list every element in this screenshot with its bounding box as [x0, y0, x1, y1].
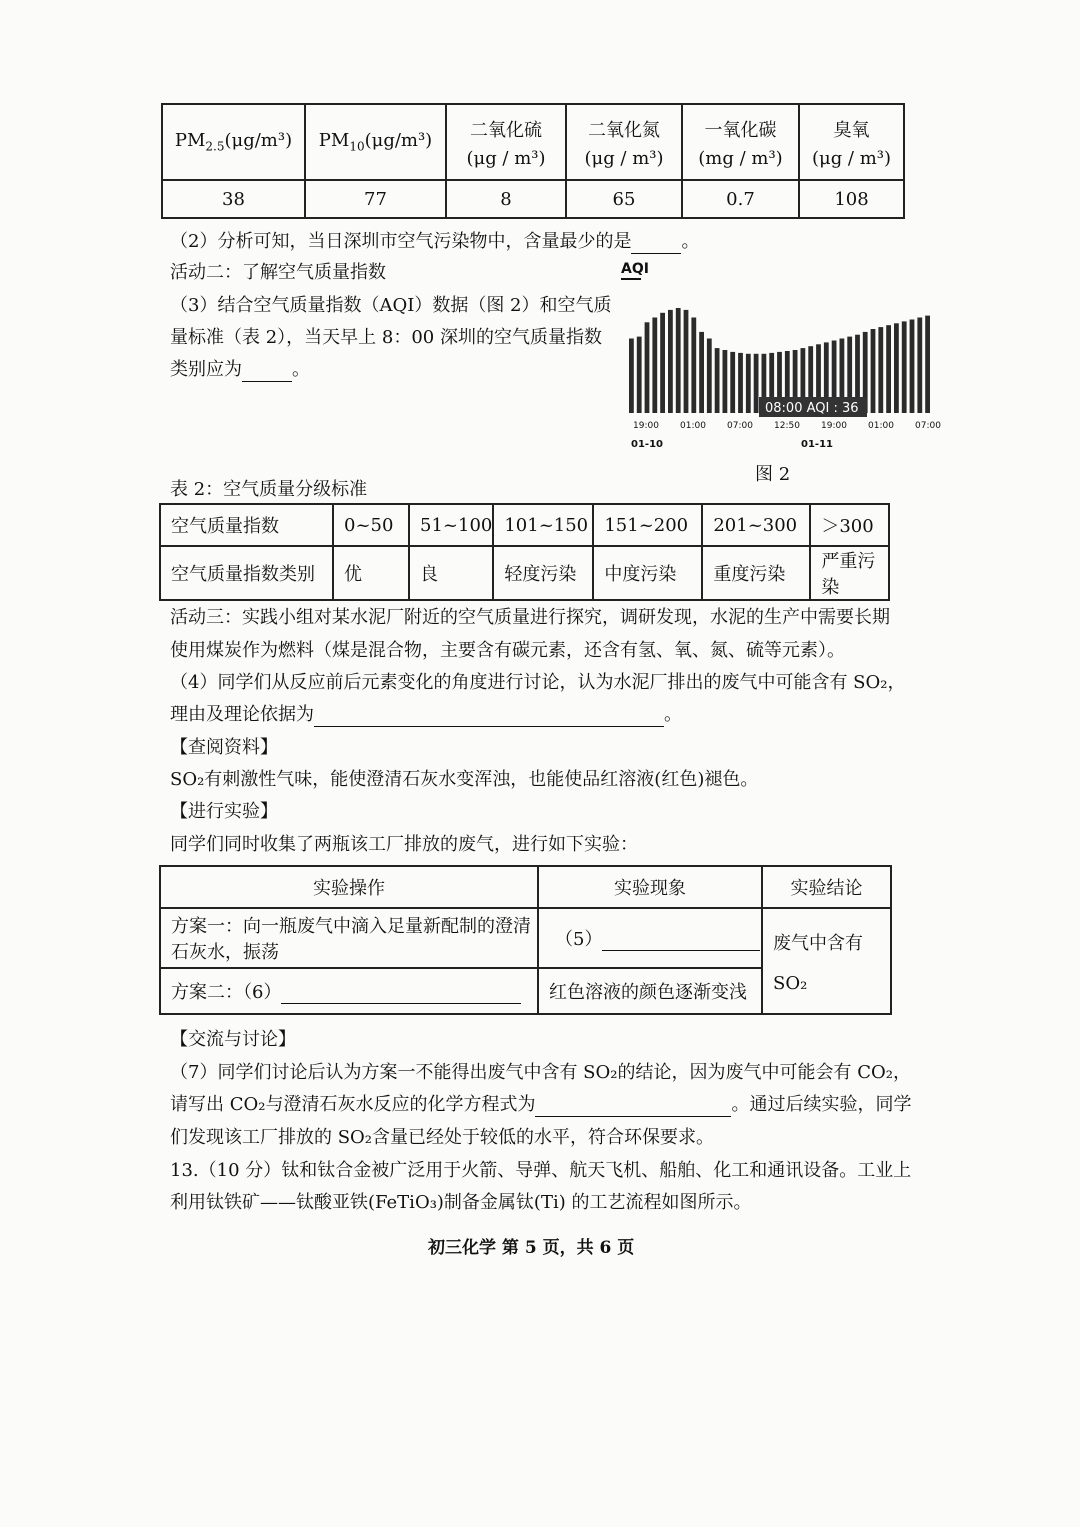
aqi-bar: [894, 323, 899, 413]
table-2-caption: 表 2：空气质量分级标准: [170, 479, 368, 500]
question-4-line: 理由及理论依据为 。: [170, 704, 682, 725]
question-3-line: 量标准（表 2），当天早上 8：00 深圳的空气质量指数: [170, 327, 602, 348]
table-header: 实验操作: [160, 866, 538, 908]
figure-caption: 图 2: [755, 464, 791, 485]
table-cell: 空气质量指数: [160, 504, 333, 546]
reference-text: SO₂有刺激性气味，能使澄清石灰水变浑浊，也能使品红溶液(红色)褪色。: [170, 769, 759, 790]
aqi-bar: [699, 332, 704, 413]
so2-header: 二氧化硫 (μg / m³): [446, 104, 566, 180]
no2-header: 二氧化氮 (μg / m³): [566, 104, 682, 180]
aqi-bar: [629, 339, 634, 414]
experiment-intro: 同学们同时收集了两瓶该工厂排放的废气，进行如下实验：: [170, 834, 638, 855]
experiment-table: [159, 865, 892, 1015]
plan-1-cell: 方案一：向一瓶废气中滴入足量新配制的澄清 石灰水，振荡: [160, 908, 538, 968]
discussion-heading: 【交流与讨论】: [170, 1029, 296, 1050]
experiment-heading: 【进行实验】: [170, 801, 278, 822]
conclusion-cell: 废气中含有 SO₂: [762, 908, 891, 1014]
aqi-bar: [715, 348, 720, 413]
table-cell: 8: [446, 180, 566, 218]
pm25-header: $PM_{2.5}(\mu g/m^3)$: [162, 104, 305, 180]
aqi-bar-chart: [615, 255, 945, 455]
y-axis-label: AQI: [621, 261, 649, 277]
aqi-bar: [637, 337, 642, 413]
aqi-bar: [754, 354, 759, 413]
table-cell: 优: [333, 546, 409, 600]
table-cell: 中度污染: [593, 546, 702, 600]
aqi-bar: [730, 352, 735, 413]
table-cell: 重度污染: [702, 546, 810, 600]
table-cell: 51~100: [409, 504, 493, 546]
x-tick-label: 01:00: [680, 421, 706, 431]
phenomenon-1-cell: （5）: [538, 908, 762, 968]
table-cell: 38: [162, 180, 305, 218]
question-13-line: 13.（10 分）钛和钛合金被广泛用于火箭、导弹、航天飞机、船舶、化工和通讯设备。工业上: [170, 1160, 912, 1181]
answer-blank[interactable]: [631, 235, 681, 254]
table-cell: 0.7: [682, 180, 799, 218]
table-cell: 0~50: [333, 504, 409, 546]
table-header: 实验现象: [538, 866, 762, 908]
table-cell: 严重污染: [810, 546, 889, 600]
answer-blank[interactable]: [602, 932, 760, 951]
answer-blank[interactable]: [242, 363, 292, 382]
question-7-line: （7）同学们讨论后认为方案一不能得出废气中含有 SO₂的结论，因为废气中可能会有 CO₂，: [170, 1062, 911, 1083]
table-cell: 101~150: [493, 504, 593, 546]
pollutant-table: [161, 103, 905, 219]
activity-3-line: 使用煤炭作为燃料（煤是混合物，主要含有碳元素，还含有氢、氧、氮、硫等元素）。: [170, 640, 845, 661]
question-4-line: （4）同学们从反应前后元素变化的角度进行讨论，认为水泥厂排出的废气中可能含有 SO₂，: [170, 672, 906, 693]
reference-heading: 【查阅资料】: [170, 737, 278, 758]
x-tick-label: 19:00: [633, 421, 659, 431]
aqi-bar: [691, 318, 696, 414]
aqi-bar: [652, 318, 657, 414]
question-7-line: 请写出 CO₂与澄清石灰水反应的化学方程式为 。通过后续实验，同学: [170, 1094, 912, 1115]
answer-blank[interactable]: [314, 708, 664, 727]
table-header: 实验结论: [762, 866, 891, 908]
answer-blank[interactable]: [281, 985, 521, 1004]
question-13-line: 利用钛铁矿——钛酸亚铁(FeTiO₃)制备金属钛(Ti) 的工艺流程如图所示。: [170, 1192, 752, 1213]
aqi-bar: [676, 308, 681, 413]
table-cell: 轻度污染: [493, 546, 593, 600]
table-cell: 良: [409, 546, 493, 600]
x-tick-label: 07:00: [727, 421, 753, 431]
x-tick-label: 19:00: [821, 421, 847, 431]
o3-header: 臭氧 (μg / m³): [799, 104, 904, 180]
answer-blank[interactable]: [535, 1098, 731, 1117]
phenomenon-2-cell: 红色溶液的颜色逐渐变浅: [538, 968, 762, 1014]
question-7-line: 们发现该工厂排放的 SO₂含量已经处于较低的水平，符合环保要求。: [170, 1127, 715, 1148]
table-cell: 空气质量指数类别: [160, 546, 333, 600]
aqi-bar: [886, 325, 891, 413]
aqi-bar: [902, 321, 907, 413]
aqi-bar: [878, 327, 883, 413]
table-cell: 77: [305, 180, 446, 218]
aqi-bar: [668, 310, 673, 413]
x-tick-label: 01:00: [868, 421, 894, 431]
activity-3-line: 活动三：实践小组对某水泥厂附近的空气质量进行探究，调研发现，水泥的生产中需要长期: [170, 607, 890, 628]
question-3-line: （3）结合空气质量指数（AQI）数据（图 2）和空气质: [170, 295, 612, 316]
table-cell: ＞300: [810, 504, 889, 546]
activity-2-heading: 活动二：了解空气质量指数: [170, 262, 386, 283]
aqi-bar: [917, 318, 922, 414]
aqi-bar: [925, 316, 930, 413]
date-label: 01-11: [801, 439, 833, 450]
plan-2-cell: 方案二：（6）: [160, 968, 538, 1014]
table-cell: 108: [799, 180, 904, 218]
table-cell: 151~200: [593, 504, 702, 546]
x-tick-label: 07:00: [915, 421, 941, 431]
aqi-bar: [746, 354, 751, 413]
question-2: （2）分析可知，当日深圳市空气污染物中，含量最少的是 。: [170, 231, 700, 252]
aqi-bar: [707, 339, 712, 414]
table-cell: 65: [566, 180, 682, 218]
aqi-bar: [910, 320, 915, 414]
page-footer: 初三化学 第 5 页，共 6 页: [428, 1238, 635, 1258]
aqi-bar: [684, 310, 689, 413]
aqi-bar: [723, 350, 728, 413]
question-3-line: 类别应为 。: [170, 359, 310, 380]
tooltip-text: 08:00 AQI : 36: [765, 401, 859, 416]
aqi-bar: [645, 322, 650, 413]
aqi-standard-table: [159, 503, 890, 601]
date-label: 01-10: [631, 439, 663, 450]
table-cell: 201~300: [702, 504, 810, 546]
aqi-bar: [871, 329, 876, 413]
aqi-bar: [660, 313, 665, 413]
x-tick-label: 12:50: [774, 421, 800, 431]
aqi-bar: [738, 353, 743, 413]
pm10-header: $PM_{10}(\mu g/m^3)$: [305, 104, 446, 180]
co-header: 一氧化碳 (mg / m³): [682, 104, 799, 180]
